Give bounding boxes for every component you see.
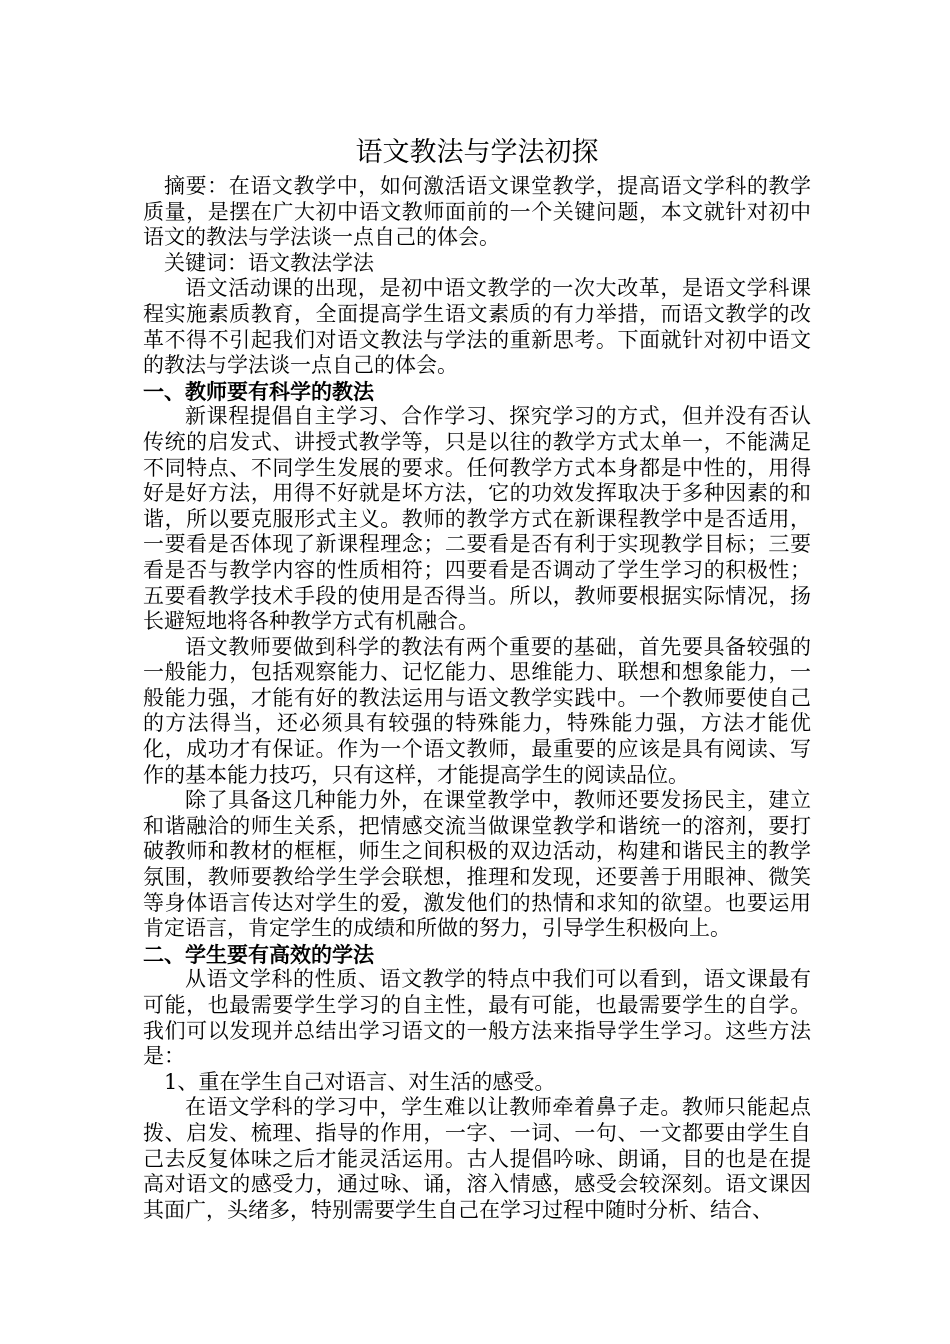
keywords-line: 关键词：语文教法学法 [164, 250, 374, 275]
section-1-paragraph: 新课程提倡自主学习、合作学习、探究学习的方式，但并没有否认传统的启发式、讲授式教学等，只是以往的教学方式太单一，不能满足不同特点、不同学生发展的要求。任何教学方式本身都是中性的，用得好是好方法，用得不好就是坏方法，它的功效发挥取决于多种因素的和谐，所以要克服形式主义。教师的教学方式在新课程教学中是否适用，一要看是否体现了新课程理念；二要看是否有利于实现教学目标；三要看是否与教学内容的性质相符；四要看是否调动了学生学习的积极性；五要看教学技术手段的使用是否得当。所以，教师要根据实际情况，扬长避短地将各种教学方式有机融合。 [143, 404, 811, 634]
document-title: 语文教法与学法初探 [355, 137, 599, 168]
section-2-heading: 二、学生要有高效的学法 [143, 941, 374, 967]
intro-paragraph: 语文活动课的出现，是初中语文教学的一次大改革，是语文学科课程实施素质教育，全面提高学生语文素质的有力举措，而语文教学的改革不得不引起我们对语文教法与学法的重新思考。下面就针对初中语文的教法与学法谈一点自己的体会。 [143, 276, 811, 378]
section-2-item-heading: 1、重在学生自己对语言、对生活的感受。 [164, 1069, 556, 1094]
document-page [143, 134, 811, 1223]
section-2-item-paragraph: 在语文学科的学习中，学生难以让教师牵着鼻子走。教师只能起点拨、启发、梳理、指导的作用，一字、一词、一句、一文都要由学生自己去反复体味之后才能灵活运用。古人提倡吟咏、朗诵，目的也是在提高对语文的感受力，通过咏、诵，溶入情感，感受会较深刻。语文课因其面广，头绪多，特别需要学生自己在学习过程中随时分析、结合、 [143, 1095, 811, 1222]
section-1-heading: 一、教师要有科学的教法 [143, 378, 374, 404]
section-2-intro-paragraph: 从语文学科的性质、语文教学的特点中我们可以看到，语文课最有可能，也最需要学生学习的自主性，最有可能，也最需要学生的自学。我们可以发现并总结出学习语文的一般方法来指导学生学习。这些方法是： [143, 967, 811, 1069]
abstract-paragraph: 摘要：在语文教学中，如何激活语文课堂教学，提高语文学科的教学质量，是摆在广大初中语文教师面前的一个关键问题，本文就针对初中语文的教法与学法谈一点自己的体会。 [143, 174, 811, 250]
section-1-paragraph: 语文教师要做到科学的教法有两个重要的基础，首先要具备较强的一般能力，包括观察能力、记忆能力、思维能力、联想和想象能力，一般能力强，才能有好的教法运用与语文教学实践中。一个教师要使自己的方法得当，还必须具有较强的特殊能力，特殊能力强，方法才能优化，成功才有保证。作为一个语文教师，最重要的应该是具有阅读、写作的基本能力技巧，只有这样，才能提高学生的阅读品位。 [143, 634, 811, 787]
section-1-paragraph: 除了具备这几种能力外，在课堂教学中，教师还要发扬民主，建立和谐融洽的师生关系，把情感交流当做课堂教学和谐统一的溶剂，要打破教师和教材的框框，师生之间积极的双边活动，构建和谐民主的教学氛围，教师要教给学生学会联想，推理和发现，还要善于用眼神、微笑等身体语言传达对学生的爱，激发他们的热情和求知的欲望。也要运用肯定语言，肯定学生的成绩和所做的努力，引导学生积极向上。 [143, 788, 811, 941]
